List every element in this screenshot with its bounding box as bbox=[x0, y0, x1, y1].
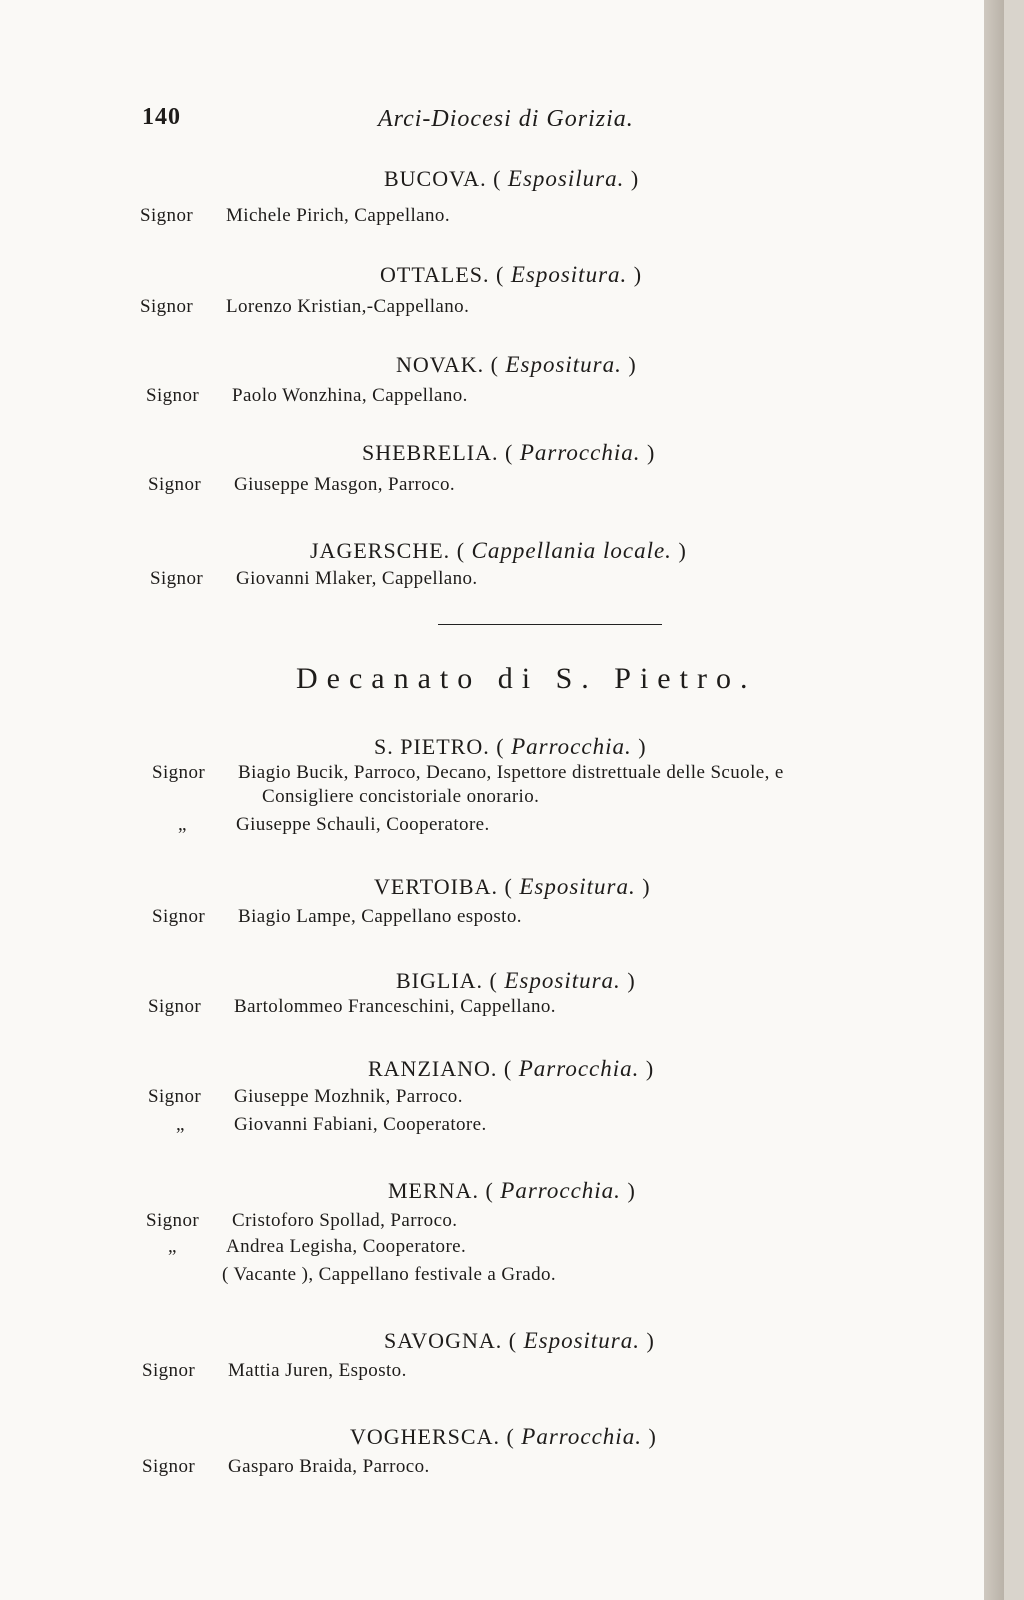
clergy-line-continuation bbox=[262, 786, 539, 808]
line-text: Bartolommeo Franceschini, Cappellano. bbox=[234, 996, 556, 1017]
clergy-line bbox=[140, 296, 469, 318]
ditto-mark: „ bbox=[176, 1114, 185, 1135]
parish-title: OTTALES. ( Espositura. ) bbox=[380, 262, 643, 287]
page-number: 140 bbox=[142, 104, 181, 130]
parish-type: Parrocchia. bbox=[519, 440, 641, 465]
parish-type: Parrocchia. bbox=[521, 1424, 642, 1449]
line-label: Signor bbox=[140, 296, 194, 317]
clergy-line bbox=[140, 205, 450, 227]
clergy-line bbox=[146, 1210, 457, 1232]
parish-title: SAVOGNA. ( Espositura. ) bbox=[384, 1328, 655, 1353]
ditto-mark: „ bbox=[178, 814, 187, 835]
parish-name: S. PIETRO. bbox=[374, 734, 490, 759]
parish-title: VERTOIBA. ( Espositura. ) bbox=[374, 874, 651, 899]
line-text: Giovanni Fabiani, Cooperatore. bbox=[234, 1114, 487, 1135]
parish-name: SAVOGNA. bbox=[384, 1328, 503, 1353]
parish-type: Parrocchia. bbox=[518, 1056, 640, 1081]
line-label: Signor bbox=[142, 1456, 196, 1477]
parish-name: MERNA. bbox=[388, 1178, 479, 1203]
line-text: Biagio Lampe, Cappellano esposto. bbox=[238, 906, 522, 927]
parish-name: BIGLIA. bbox=[396, 968, 484, 993]
line-label: Signor bbox=[152, 906, 206, 927]
parish-type: Cappellania locale. bbox=[471, 538, 672, 563]
line-text: Gasparo Braida, Parroco. bbox=[228, 1456, 430, 1477]
clergy-line bbox=[150, 814, 490, 836]
clergy-line bbox=[148, 996, 556, 1018]
clergy-line bbox=[148, 1086, 463, 1108]
line-text: Giuseppe Schauli, Cooperatore. bbox=[236, 814, 490, 835]
line-label: Signor bbox=[146, 1210, 200, 1231]
parish-name: NOVAK. bbox=[396, 352, 485, 377]
clergy-line bbox=[142, 1456, 430, 1478]
clergy-line bbox=[148, 474, 455, 496]
line-label: Signor bbox=[148, 1086, 202, 1107]
clergy-line bbox=[140, 1236, 466, 1258]
parish-title: SHEBRELIA. ( Parrocchia. ) bbox=[362, 440, 656, 465]
parish-title: NOVAK. ( Espositura. ) bbox=[396, 352, 637, 377]
line-text: Biagio Bucik, Parroco, Decano, Ispettore distrettuale delle Scuole, e bbox=[238, 762, 784, 783]
parish-type: Espositura. bbox=[505, 352, 622, 377]
parish-title: RANZIANO. ( Parrocchia. ) bbox=[368, 1056, 655, 1081]
line-label: Signor bbox=[140, 205, 194, 226]
parish-type: Espositura. bbox=[510, 262, 628, 287]
line-label: Signor bbox=[152, 762, 206, 783]
line-text: Consigliere concistoriale onorario. bbox=[262, 786, 540, 807]
clergy-line bbox=[146, 385, 468, 407]
parish-type: Espositura. bbox=[523, 1328, 640, 1353]
parish-name: BUCOVA. bbox=[384, 166, 487, 191]
parish-title: JAGERSCHE. ( Cappellania locale. ) bbox=[310, 538, 687, 563]
parish-name: SHEBRELIA. bbox=[362, 440, 499, 465]
running-title: Arci-Diocesi di Gorizia. bbox=[378, 106, 634, 132]
clergy-line bbox=[152, 906, 522, 928]
deanery-heading: Decanato di S. Pietro. bbox=[296, 662, 757, 695]
line-label: Signor bbox=[150, 568, 204, 589]
parish-title: BIGLIA. ( Espositura. ) bbox=[396, 968, 636, 993]
line-text: Giovanni Mlaker, Cappellano. bbox=[236, 568, 478, 589]
page-edge bbox=[984, 0, 1004, 1600]
line-text: Giuseppe Mozhnik, Parroco. bbox=[234, 1086, 463, 1107]
parish-name: VOGHERSCA. bbox=[350, 1424, 500, 1449]
parish-title: BUCOVA. ( Esposilura. ) bbox=[384, 166, 640, 191]
clergy-line-continuation bbox=[222, 1264, 556, 1286]
parish-type: Parrocchia. bbox=[511, 734, 632, 759]
parish-title: VOGHERSCA. ( Parrocchia. ) bbox=[350, 1424, 657, 1449]
parish-title: S. PIETRO. ( Parrocchia. ) bbox=[374, 734, 647, 759]
parish-title: MERNA. ( Parrocchia. ) bbox=[388, 1178, 636, 1203]
line-label: Signor bbox=[146, 385, 200, 406]
parish-name: JAGERSCHE. bbox=[310, 538, 451, 563]
parish-type: Esposilura. bbox=[507, 166, 625, 191]
line-label: Signor bbox=[148, 474, 202, 495]
line-text: ( Vacante ), Cappellano festivale a Grado. bbox=[222, 1264, 557, 1285]
line-label: Signor bbox=[142, 1360, 196, 1381]
section-divider bbox=[438, 624, 662, 625]
clergy-line bbox=[148, 1114, 487, 1136]
line-label: Signor bbox=[148, 996, 202, 1017]
ditto-mark: „ bbox=[168, 1236, 177, 1257]
parish-type: Parrocchia. bbox=[500, 1178, 621, 1203]
line-text: Lorenzo Kristian,-Cappellano. bbox=[226, 296, 470, 317]
line-text: Paolo Wonzhina, Cappellano. bbox=[232, 385, 468, 406]
parish-name: VERTOIBA. bbox=[374, 874, 498, 899]
line-text: Mattia Juren, Esposto. bbox=[228, 1360, 407, 1381]
line-text: Cristoforo Spollad, Parroco. bbox=[232, 1210, 458, 1231]
line-text: Giuseppe Masgon, Parroco. bbox=[234, 474, 456, 495]
parish-type: Espositura. bbox=[519, 874, 636, 899]
clergy-line bbox=[142, 1360, 407, 1382]
line-text: Andrea Legisha, Cooperatore. bbox=[226, 1236, 467, 1257]
line-text: Michele Pirich, Cappellano. bbox=[226, 205, 450, 226]
clergy-line bbox=[150, 568, 478, 590]
clergy-line bbox=[152, 762, 784, 784]
parish-name: RANZIANO. bbox=[368, 1056, 498, 1081]
parish-name: OTTALES. bbox=[380, 262, 490, 287]
parish-type: Espositura. bbox=[504, 968, 621, 993]
